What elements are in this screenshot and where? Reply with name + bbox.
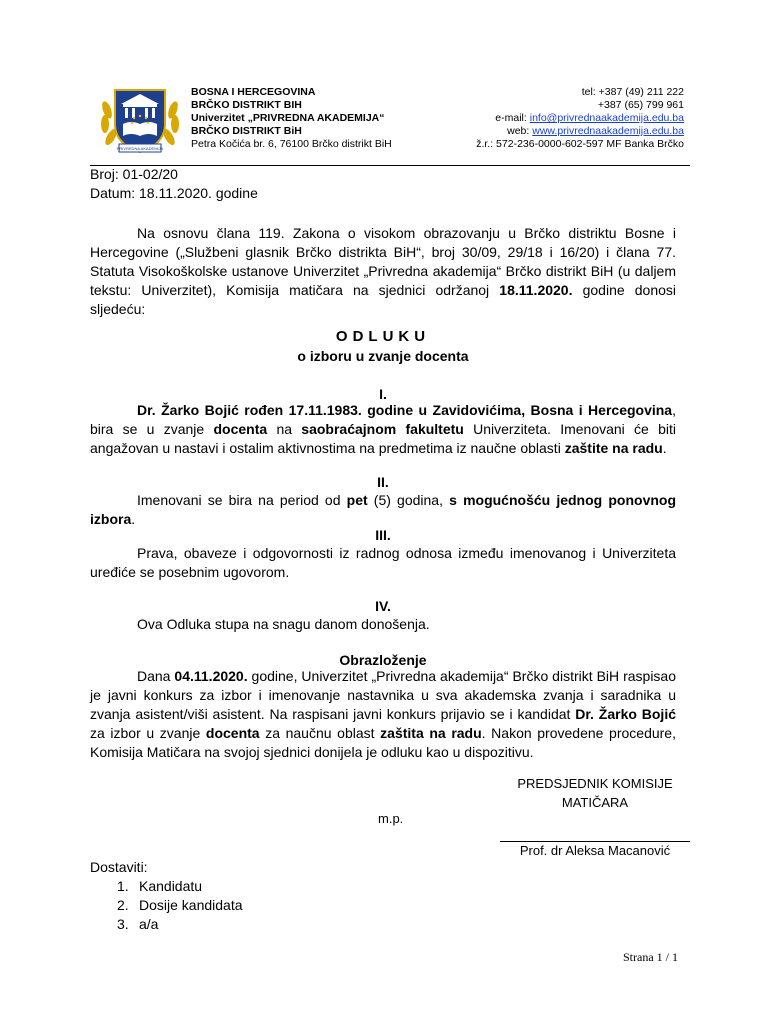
signature-role-line-1: PREDSJEDNIK KOMISIJE [517, 776, 673, 791]
district-line: BRČKO DISTRIKT BIH [191, 99, 302, 111]
rationale-text: Dana 04.11.2020. godine, Univerzitet „Privredna akademija“ Brčko distrikt BiH raspisao je javni konkurs za izbor i imenovanje nastavnika u sva akademska zvanja i saradnika u zvanja asistent/viši asistent. Na raspisani javni konkurs prijavio se i kandidat Dr. Žarko Bojić za izbor u zvanje docenta za naučnu oblast zaštita na radu. Nakon provedene procedure, Komisija Matičara na svojoj sjednici donijela je odluku kao u dispozitivu. [90, 668, 676, 760]
stamp-placeholder: m.p. [378, 811, 404, 826]
signature-role-line-2: MATIČARA [561, 795, 629, 810]
page-number: Strana 1 / 1 [623, 950, 678, 964]
email-line: e-mail: info@privrednaakademija.edu.ba [495, 112, 684, 124]
web-line: web: www.privrednaakademija.edu.ba [507, 125, 684, 137]
email-link[interactable]: info@privrednaakademija.edu.ba [529, 112, 684, 124]
phone-line-1: tel: +387 (49) 211 222 [581, 86, 684, 98]
country-line: BOSNA I HERCEGOVINA [191, 86, 316, 98]
address-line: Petra Kočića br. 6, 76100 Brčko distrikt BiH [191, 138, 392, 150]
document-subtitle: o izboru u zvanje docenta [297, 348, 469, 364]
logo-ribbon-text: PRIVREDNA AKADEMIJA [116, 146, 164, 151]
distribution-label: Dostaviti: [90, 859, 148, 875]
university-line: Univerzitet „PRIVREDNA AKADEMIJA“ [191, 112, 385, 124]
signature-title [500, 774, 690, 812]
signatory-name: Prof. dr Aleksa Macanović [519, 843, 671, 858]
institution-info [191, 86, 392, 151]
section-3-number: III. [375, 527, 391, 543]
section-2-number: II. [377, 474, 389, 490]
document-date: Datum: 18.11.2020. godine [90, 185, 258, 201]
list-item: 2. Dosije kandidata [117, 897, 243, 913]
list-item: 1. Kandidatu [117, 878, 203, 894]
contact-info [476, 86, 684, 151]
rationale-heading: Obrazloženje [339, 652, 427, 668]
list-item: 3. a/a [117, 916, 159, 932]
document-meta [90, 165, 258, 203]
distribution-list [117, 877, 243, 934]
document-title: ODLUKU [335, 328, 431, 345]
bank-account-line: ž.r.: 572-236-0000-602-597 MF Banka Brčko [476, 138, 684, 150]
intro-paragraph: Na osnovu člana 119. Zakona o visokom obrazovanju u Brčko distriktu Bosne i Hercegovine („Službeni glasnik Brčko distrikta BiH“, broj 30/09, 29/18 i 16/20) i člana 77. Statuta Visokoškolske ustanove Univerzitet „Privredna akademija“ Brčko distrikt BiH (u daljem tekstu: Univerzitet), Komisija matičara na sjednici održanoj 18.11.2020. godine donosi sljedeću: [90, 225, 677, 317]
document-number: Broj: 01-02/20 [90, 166, 178, 182]
section-4-text: Ova Odluka stupa na snagu danom donošenja. [137, 616, 430, 632]
web-link[interactable]: www.privrednaakademija.edu.ba [532, 125, 684, 137]
section-1-text: Dr. Žarko Bojić rođen 17.11.1983. godine u Zavidovićima, Bosna i Hercegovina, bira se u zvanje docenta na saobraćajnom fakultetu Univerziteta. Imenovani će biti angažovan u nastavi i ostalim aktivnostima na predmetima iz naučne oblasti zaštite na radu. [90, 402, 677, 456]
section-4-number: IV. [375, 598, 391, 614]
section-2-text: Imenovani se bira na period od pet (5) godina, s mogućnošću jednog ponovnog izbora. [90, 492, 677, 527]
district-line-2: BRČKO DISTRIKT BiH [191, 125, 302, 137]
university-logo [97, 80, 183, 156]
section-3-text: Prava, obaveze i odgovornosti iz radnog odnosa između imenovanog i Univerziteta uređiće se posebnim ugovorom. [90, 545, 676, 580]
phone-line-2: +387 (65) 799 961 [597, 99, 684, 111]
section-1-number: I. [379, 386, 387, 402]
